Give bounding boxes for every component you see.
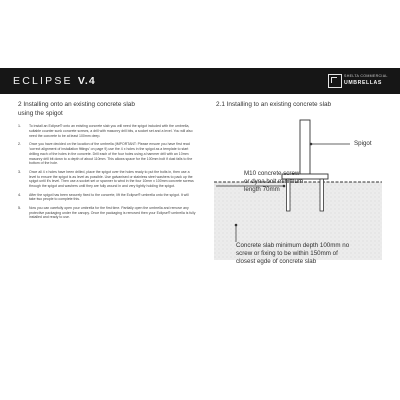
step-text: Once you have decided on the location of the umbrella (IMPORTANT: Please ensure you have first read 'correct alignment of installation fittings' on page 9) use the 4 x holes in the spigot as a template to start drilling each of the holes in the concrete. Drill each of the four holes using a hammer drill with an 10mm masonry drill bit down to a depth of about 110mm. This allows space for the 100mm bolt if dust falls to the bottom of the hole. xyxy=(29,142,193,166)
spigot-pole xyxy=(300,120,310,174)
step-number: 1. xyxy=(18,124,21,129)
brand-title xyxy=(13,75,96,87)
slab-label: Concrete slab minimum depth 100mm no screw or fixing to be within 150mm of closest egde of concrete slab xyxy=(236,242,350,265)
brand-name: ECLIPSE xyxy=(13,75,73,87)
instruction-step xyxy=(18,124,196,138)
instruction-step xyxy=(18,170,196,189)
header-banner xyxy=(0,68,400,94)
logo-mark-icon xyxy=(328,74,342,88)
step-number: 5. xyxy=(18,205,21,210)
spigot-label: Spigot xyxy=(354,140,372,147)
section-heading: 2 Installing onto an existing concrete slab using the spigot xyxy=(18,101,135,117)
step-text: Now you can carefully open your umbrella for the first time. Partially open the umbrella and remove any protective packaging under the canopy. Once the packaging is removed then your Eclipse® umbrella is fully installed and ready to use. xyxy=(29,205,196,220)
screw-right xyxy=(320,179,324,211)
spigot-leader-dot xyxy=(310,143,313,146)
screw-label: M10 concrete screw or dyna bolt minimum length 70mm xyxy=(244,170,304,193)
company-logo xyxy=(328,73,388,89)
instruction-step xyxy=(18,193,196,203)
step-number: 2. xyxy=(18,142,21,147)
instruction-step xyxy=(18,142,196,166)
instruction-step xyxy=(18,206,196,220)
logo-top-text: SHELTA COMMERCIAL xyxy=(344,74,388,78)
step-number: 3. xyxy=(18,169,21,174)
diagram-title: 2.1 Installing to an existing concrete slab xyxy=(216,101,332,108)
instructions-column xyxy=(18,101,196,224)
step-number: 4. xyxy=(18,192,21,197)
step-text: Once all 4 x holes have been drilled, place the spigot over the holes ready to put the bolts in, then use a level to ensure the spigot is as level as possible. Use galvanised or stainless steel washers to pack up the spigot until it's level. Then use a socket set or spanner to wind in the four 10mm x 100mm concrete screws through the spigot and washers until they are fully wound in and very tightly holding the spigot. xyxy=(29,169,194,189)
brand-version: V.4 xyxy=(77,75,96,87)
step-text: To install an Eclipse® onto an existing concrete slab you will need the spigot included with the umbrella, suitable counter sunk concrete screws, a drill with masonry drill bits, a socket set and a level. You will also need the concrete to be at least 100mm deep. xyxy=(29,124,193,138)
logo-bottom-text: UMBRELLAS xyxy=(344,80,382,86)
slab-leader-dot xyxy=(235,224,238,227)
step-text: After the spigot has been securely fixed to the concrete, lift the Eclipse® umbrella onto the spigot. It will take two people to complete this. xyxy=(29,192,189,202)
